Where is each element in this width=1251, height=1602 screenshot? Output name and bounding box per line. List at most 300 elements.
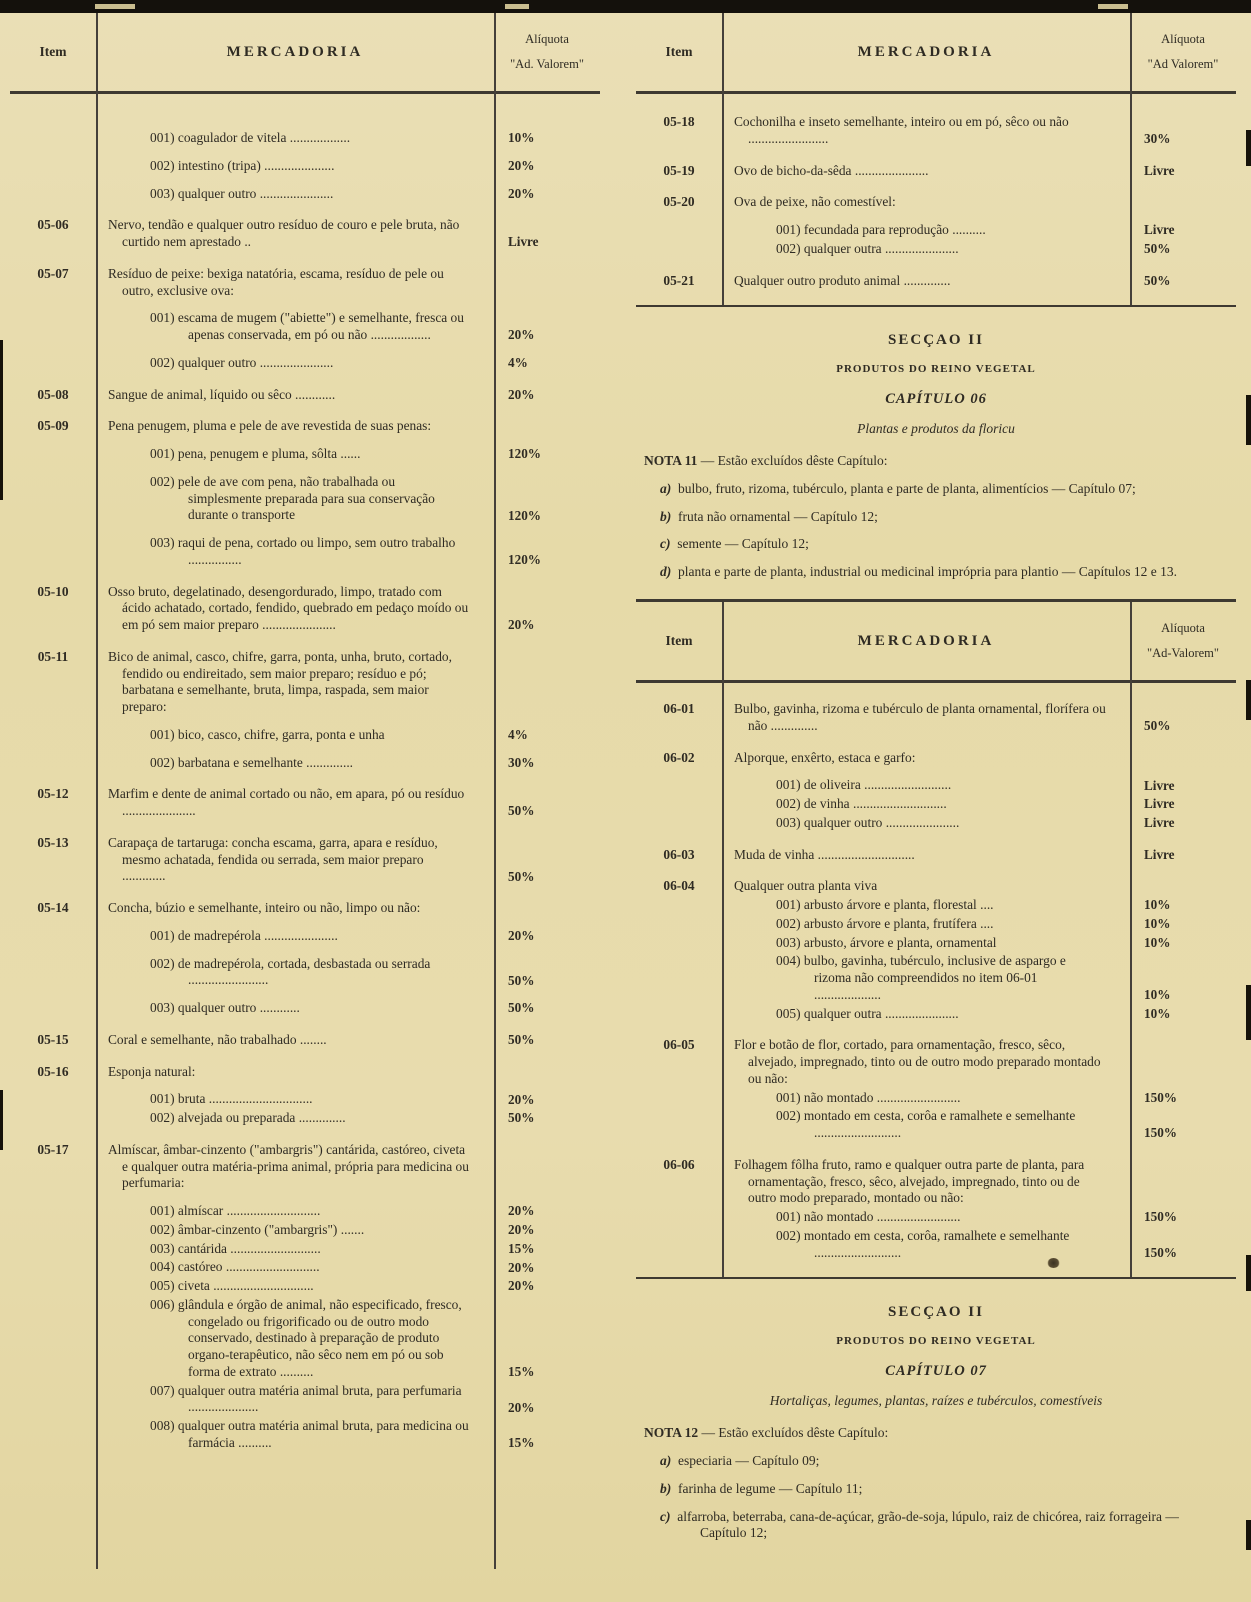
item-code: 05-07 [37, 265, 69, 281]
nota-item-letter: d) [660, 564, 672, 580]
mercadoria-description: 001) bruta ............................... [150, 1091, 313, 1107]
item-code: 06-01 [663, 701, 695, 717]
nota-item: b) fruta não ornamental — Capítulo 12; [660, 508, 878, 524]
table-row [636, 701, 1236, 735]
aliquota-value [494, 266, 600, 300]
mercadoria-description: 001) almíscar ............................ [150, 1203, 321, 1218]
item-code [10, 310, 96, 344]
aliquota-value: 50% [508, 1032, 535, 1047]
item-code [10, 535, 96, 569]
mercadoria-description: 002) montado em cesta, corôa e ramalhete e semelhante .......................... [776, 1108, 1076, 1141]
aliquota-value [494, 649, 600, 716]
scan-artifact [95, 4, 135, 9]
aliquota-value: 120% [508, 507, 541, 523]
aliquota-value: 20% [508, 1203, 535, 1219]
header-aliquota [494, 32, 600, 72]
mercadoria-description: 002) intestino (tripa) ..................... [150, 157, 335, 173]
nota-text: — Estão excluídos dêste Capítulo: [701, 1424, 889, 1440]
table-row [10, 355, 600, 372]
aliquota-value: 50% [508, 1110, 535, 1126]
nota-item: d) planta e parte de planta, industrial ou medicinal imprópria para plantio — Capítulos 12 e 13. [660, 564, 1177, 580]
aliquota-value: Livre [1144, 777, 1175, 793]
nota-item-letter: b) [660, 508, 672, 524]
item-code [10, 1000, 96, 1017]
mercadoria-description: 002) alvejada ou preparada .............. [150, 1110, 346, 1125]
item-code [636, 1209, 722, 1226]
column-rule [1130, 13, 1132, 305]
mercadoria-description: Marfim e dente de animal cortado ou não, em apara, pó ou resíduo ...................... [108, 786, 465, 818]
scan-artifact [1246, 395, 1251, 445]
header-aliquota-line2: "Ad-Valorem" [1147, 646, 1219, 661]
nota-item-letter: c) [660, 1508, 671, 1524]
mercadoria-description: 006) glândula e órgão de animal, não especificado, fresco, congelado ou frigorificado ou de outro modo conservado, destinado à preparação de produto organo-terapêutico, não sêco nem em pó ou sob forma de extrato .......... [150, 1296, 462, 1379]
item-code [10, 956, 96, 990]
item-code [10, 1418, 96, 1452]
aliquota-value [1130, 878, 1236, 895]
table-row [636, 935, 1236, 952]
header-aliquota [1130, 32, 1236, 72]
mercadoria-description: 002) de vinha ............................ [776, 796, 947, 812]
table-row [636, 847, 1236, 864]
item-code [10, 1297, 96, 1381]
aliquota-value: 50% [1144, 241, 1171, 256]
aliquota-value: Livre [1144, 222, 1175, 238]
nota-line [644, 1425, 1228, 1442]
item-code [10, 928, 96, 945]
aliquota-value: 50% [508, 972, 535, 988]
section-subtitle: PRODUTOS DO REINO VEGETAL [836, 363, 1036, 375]
mercadoria-description: 002) arbusto árvore e planta, frutífera .... [776, 915, 994, 931]
mercadoria-description: Qualquer outro produto animal .............. [734, 272, 951, 288]
item-code [636, 241, 722, 258]
aliquota-value: 20% [508, 617, 535, 633]
scan-artifact [1246, 1520, 1251, 1550]
scan-artifact [1246, 985, 1251, 1040]
table-row [10, 217, 600, 251]
aliquota-value: 10% [508, 130, 535, 146]
table-row [636, 241, 1236, 258]
nota-label: NOTA 12 [644, 1424, 699, 1440]
table-row [10, 835, 600, 885]
table-row [636, 1090, 1236, 1107]
mercadoria-description: 002) de madrepérola, cortada, desbastada ou serrada ........................ [150, 955, 431, 988]
aliquota-value: 10% [1144, 1005, 1171, 1021]
mercadoria-description: Folhagem fôlha fruto, ramo e qualquer outra parte de planta, para ornamentação, fresco, sêco, alvejado, impregnado, tinto ou de outro modo preparado, montado ou não: [734, 1156, 1085, 1206]
mercadoria-description: Esponja natural: [108, 1063, 196, 1079]
item-code: 05-21 [663, 272, 695, 288]
item-code [10, 1383, 96, 1417]
table-row [10, 418, 600, 435]
table-row [636, 1108, 1236, 1142]
scan-artifact [0, 1090, 3, 1150]
header-item: Item [665, 44, 693, 59]
table-row [10, 310, 600, 344]
item-code: 06-04 [663, 878, 695, 894]
mercadoria-description: 008) qualquer outra matéria animal bruta, para medicina ou farmácia .......... [150, 1418, 469, 1450]
table-row [10, 956, 600, 990]
aliquota-value: 20% [508, 1091, 535, 1107]
item-code [10, 1259, 96, 1276]
mercadoria-description: 003) arbusto, árvore e planta, ornamental [776, 934, 997, 950]
column-rule [96, 13, 98, 1569]
table-row [10, 266, 600, 300]
nota-item: a) bulbo, fruto, rizoma, tubérculo, planta e parte de planta, alimentícios — Capítulo 07; [660, 480, 1136, 496]
nota-item-letter: a) [660, 1452, 672, 1468]
table-row [10, 1259, 600, 1276]
aliquota-value [494, 900, 600, 917]
aliquota-value: 150% [1144, 1209, 1177, 1225]
mercadoria-description: 001) bico, casco, chifre, garra, ponta e unha [150, 726, 385, 742]
scan-artifact [1098, 4, 1128, 9]
item-code [10, 158, 96, 175]
nota-items [644, 481, 1228, 582]
aliquota-value: 30% [508, 754, 535, 770]
column-rule [1130, 602, 1132, 1277]
aliquota-value: 20% [508, 386, 535, 402]
mercadoria-description: 002) pele de ave com pena, não trabalhada ou simplesmente preparada para sua conservação durante o transporte [150, 473, 435, 523]
table-row [636, 163, 1236, 180]
table-row [10, 727, 600, 744]
aliquota-value: 50% [508, 1000, 535, 1016]
table-row [636, 897, 1236, 914]
nota-item-letter: a) [660, 480, 672, 496]
aliquota-value: 20% [508, 1259, 535, 1275]
table-row [10, 535, 600, 569]
mercadoria-description: 001) de oliveira .......................... [776, 777, 952, 793]
header-aliquota-line1: Alíquota [1161, 621, 1205, 636]
item-code: 05-08 [37, 386, 69, 402]
mercadoria-description: Bico de animal, casco, chifre, garra, ponta, unha, bruto, cortado, fendido ou endireitado, sem maior preparo; resíduo e pó; barbatana e semelhante, bruta, limpa, raspada, sem maior preparo: [108, 648, 452, 714]
item-code [10, 755, 96, 772]
chapter-title: CAPÍTULO 07 [885, 1362, 987, 1379]
header-item: Item [665, 633, 693, 649]
column-rule [722, 13, 724, 305]
item-code [10, 1241, 96, 1258]
table-row [10, 186, 600, 203]
table-row [10, 446, 600, 463]
aliquota-value: 10% [1144, 987, 1171, 1003]
aliquota-value: 15% [508, 1240, 535, 1256]
mercadoria-description: 001) escama de mugem ("abiette") e semelhante, fresca ou apenas conservada, em pó ou não .................. [150, 310, 464, 342]
mercadoria-description: 002) barbatana e semelhante .............. [150, 754, 354, 770]
aliquota-value [494, 1064, 600, 1081]
aliquota-value [1130, 194, 1236, 211]
aliquota-value: 20% [508, 327, 535, 343]
item-code: 05-11 [37, 648, 69, 664]
table-row [636, 222, 1236, 239]
page-edge-strip [0, 0, 1251, 13]
aliquota-value: 20% [508, 928, 535, 943]
item-code [636, 935, 722, 952]
aliquota-value: 15% [508, 1435, 535, 1450]
mercadoria-description: Ova de peixe, não comestível: [734, 194, 896, 210]
item-code [10, 1091, 96, 1108]
nota-item-letter: b) [660, 1480, 672, 1496]
scan-artifact [0, 340, 3, 500]
item-code: 05-06 [37, 217, 69, 233]
mercadoria-description: 001) não montado ......................... [776, 1089, 961, 1105]
header-mercadoria: MERCADORIA [857, 43, 995, 60]
header-aliquota-line2: "Ad. Valorem" [510, 57, 584, 71]
header-item: Item [39, 44, 67, 59]
mercadoria-description: 001) arbusto árvore e planta, florestal .... [776, 897, 994, 913]
item-code [10, 727, 96, 744]
table-row [10, 649, 600, 716]
mercadoria-description: Coral e semelhante, não trabalhado ........ [108, 1031, 327, 1047]
header-aliquota-line1: Alíquota [525, 32, 569, 46]
table-row [10, 928, 600, 945]
aliquota-value: 50% [1144, 272, 1171, 288]
table-row [10, 158, 600, 175]
table-row [10, 1142, 600, 1192]
nota-text: — Estão excluídos dêste Capítulo: [700, 452, 888, 468]
mercadoria-description: Bulbo, gavinha, rizoma e tubérculo de planta ornamental, florífera ou não .............. [734, 701, 1106, 733]
table-row [10, 1091, 600, 1108]
mercadoria-description: 007) qualquer outra matéria animal bruta, para perfumaria ..................... [150, 1382, 462, 1415]
item-code [636, 796, 722, 813]
tariff-table-right-top [636, 13, 1236, 307]
aliquota-value: 50% [1144, 718, 1171, 734]
aliquota-value [494, 418, 600, 435]
header-aliquota [1130, 621, 1236, 661]
aliquota-value: Livre [1144, 846, 1175, 862]
nota-item: b) farinha de legume — Capítulo 11; [660, 1480, 863, 1496]
aliquota-value: Livre [1144, 815, 1175, 831]
table-row [10, 1278, 600, 1295]
aliquota-value: 4% [508, 355, 528, 370]
scan-artifact [1246, 680, 1251, 720]
table-row [636, 1157, 1236, 1207]
table-row [10, 1241, 600, 1258]
section-heading-cap07 [636, 1279, 1236, 1560]
nota-items [644, 1453, 1228, 1543]
left-column [10, 13, 600, 1569]
item-code: 05-10 [37, 583, 69, 599]
table-row [636, 1209, 1236, 1226]
table-row [10, 786, 600, 820]
table-body [636, 94, 1236, 305]
mercadoria-description: Sangue de animal, líquido ou sêco ............ [108, 386, 336, 402]
table-row [10, 1383, 600, 1417]
aliquota-value: 150% [1144, 1244, 1177, 1260]
item-code [10, 446, 96, 463]
item-code [10, 186, 96, 203]
table-row [10, 1064, 600, 1081]
header-mercadoria: MERCADORIA [857, 632, 995, 649]
scan-artifact [1246, 130, 1251, 166]
item-code: 06-03 [663, 846, 695, 862]
item-code [636, 1006, 722, 1023]
mercadoria-description: Nervo, tendão e qualquer outro resíduo de couro e pele bruta, não curtido nem aprestado .. [108, 217, 460, 249]
item-code [10, 1278, 96, 1295]
mercadoria-description: Muda de vinha ............................. [734, 846, 915, 862]
item-code [636, 1228, 722, 1262]
table-row [10, 1032, 600, 1049]
section-title: SECÇAO II [888, 1304, 984, 1321]
item-code [10, 1203, 96, 1220]
table-row [636, 777, 1236, 794]
table-row [10, 584, 600, 634]
mercadoria-description: Alporque, enxêrto, estaca e garfo: [734, 749, 916, 765]
aliquota-value: 10% [1144, 897, 1171, 913]
item-code: 05-09 [37, 418, 69, 434]
mercadoria-description: 002) montado em cesta, corôa, ramalhete e semelhante .......................... [776, 1227, 1070, 1260]
chapter-description: Plantas e produtos da floricu [857, 420, 1015, 436]
aliquota-value: 120% [508, 446, 541, 462]
tariff-table-left [10, 13, 600, 1569]
mercadoria-description: 002) âmbar-cinzento ("ambargris") ....... [150, 1221, 365, 1237]
mercadoria-description: 001) de madrepérola ...................... [150, 927, 338, 943]
aliquota-value: 20% [508, 1278, 535, 1294]
item-code: 05-20 [663, 194, 695, 210]
table-body [10, 94, 600, 1482]
table-row [10, 387, 600, 404]
aliquota-value [1130, 1157, 1236, 1207]
mercadoria-description: 001) não montado ......................... [776, 1209, 961, 1225]
chapter-description: Hortaliças, legumes, plantas, raízes e tubérculos, comestíveis [769, 1393, 1103, 1408]
table-row [636, 796, 1236, 813]
mercadoria-description: 001) coagulador de vitela .................. [150, 130, 351, 145]
item-code [10, 474, 96, 524]
aliquota-value: 50% [508, 803, 535, 819]
item-code [10, 130, 96, 147]
item-code [636, 916, 722, 933]
item-code: 05-13 [37, 834, 69, 850]
item-code [10, 1110, 96, 1127]
column-rule [494, 13, 496, 1569]
item-code: 06-02 [663, 749, 695, 765]
aliquota-value: 20% [508, 158, 535, 173]
item-code: 05-16 [37, 1063, 69, 1079]
item-code: 05-19 [663, 162, 695, 178]
item-code [636, 1090, 722, 1107]
mercadoria-description: 003) qualquer outro ............ [150, 1000, 300, 1015]
item-code [636, 222, 722, 239]
aliquota-value: 15% [508, 1364, 535, 1379]
mercadoria-description: 005) qualquer outra ...................... [776, 1005, 959, 1021]
table-header [636, 602, 1236, 683]
item-code: 05-18 [663, 114, 695, 129]
mercadoria-description: 003) qualquer outro ...................... [150, 185, 334, 201]
column-rule [722, 602, 724, 1277]
table-row [10, 1418, 600, 1452]
nota-item: c) alfarroba, beterraba, cana-de-açúcar, grão-de-soja, lúpulo, raiz de chicórea, raiz forrageira — Capítulo 12; [660, 1508, 1179, 1541]
tariff-table-right-mid [636, 599, 1236, 1279]
item-code [636, 815, 722, 832]
aliquota-value: 4% [508, 727, 528, 742]
item-code: 06-05 [663, 1037, 695, 1053]
mercadoria-description: Almíscar, âmbar-cinzento ("ambargris") cantárida, castóreo, civeta e qualquer outra matéria-prima animal, própria para medicina ou perfumaria: [108, 1141, 469, 1191]
mercadoria-description: 004) castóreo ............................ [150, 1259, 320, 1275]
table-row [10, 1222, 600, 1239]
item-code: 05-14 [37, 900, 69, 915]
mercadoria-description: 005) civeta .............................. [150, 1278, 314, 1293]
table-row [636, 815, 1236, 832]
table-row [10, 1297, 600, 1381]
section-title: SECÇAO II [888, 332, 984, 349]
aliquota-value: 30% [1144, 131, 1171, 146]
aliquota-value: Livre [508, 234, 539, 250]
table-row [10, 1203, 600, 1220]
nota-label: NOTA 11 [644, 452, 698, 468]
aliquota-value: 10% [1144, 934, 1171, 950]
mercadoria-description: Ovo de bicho-da-sêda ...................... [734, 162, 929, 178]
table-row [636, 916, 1236, 933]
aliquota-value [1130, 1037, 1236, 1087]
nota-line [644, 453, 1228, 470]
table-header [10, 13, 600, 94]
aliquota-value: 150% [1144, 1125, 1177, 1141]
chapter-title: CAPÍTULO 06 [885, 390, 987, 407]
item-code: 06-06 [663, 1156, 695, 1172]
mercadoria-description: 001) fecundada para reprodução .......... [776, 222, 986, 237]
table-row [10, 1110, 600, 1127]
right-column [636, 13, 1236, 1569]
table-row [636, 878, 1236, 895]
mercadoria-description: Resíduo de peixe: bexiga natatória, escama, resíduo de pele ou outro, exclusive ova: [108, 265, 444, 298]
aliquota-value: 20% [508, 1222, 535, 1237]
table-row [10, 755, 600, 772]
mercadoria-description: Qualquer outra planta viva [734, 878, 878, 894]
mercadoria-description: Flor e botão de flor, cortado, para ornamentação, fresco, sêco, alvejado, impregnado, tinto ou de outro modo preparado montado ou não: [734, 1037, 1101, 1086]
mercadoria-description: Carapaça de tartaruga: concha escama, garra, apara e resíduo, mesmo achatada, fendida ou serrada, sem maior preparo ............. [108, 834, 438, 884]
table-row [636, 953, 1236, 1003]
header-mercadoria: MERCADORIA [226, 43, 364, 60]
aliquota-value [1130, 750, 1236, 767]
aliquota-value: Livre [1144, 162, 1175, 178]
aliquota-value: 20% [508, 185, 535, 201]
mercadoria-description: 003) qualquer outro ...................... [776, 814, 960, 830]
nota-item: c) semente — Capítulo 12; [660, 536, 809, 552]
table-row [636, 1228, 1236, 1262]
mercadoria-description: Pena penugem, pluma e pele de ave revestida de suas penas: [108, 418, 432, 434]
scan-artifact [505, 4, 529, 9]
table-row [636, 1006, 1236, 1023]
table-row [636, 114, 1236, 148]
header-aliquota-line1: Alíquota [1161, 32, 1205, 46]
item-code: 05-15 [37, 1031, 69, 1047]
aliquota-value: 150% [1144, 1089, 1177, 1105]
aliquota-value: 120% [508, 552, 541, 567]
item-code [636, 777, 722, 794]
table-row [636, 194, 1236, 211]
item-code [10, 355, 96, 372]
item-code [636, 1108, 722, 1142]
aliquota-value: 10% [1144, 916, 1171, 932]
scan-artifact [1246, 1255, 1251, 1291]
item-code [10, 1222, 96, 1239]
aliquota-value: 50% [508, 868, 535, 884]
table-row [636, 273, 1236, 290]
mercadoria-description: Concha, búzio e semelhante, inteiro ou não, limpo ou não: [108, 900, 421, 915]
table-row [10, 900, 600, 917]
table-header [636, 13, 1236, 94]
nota-item: a) especiaria — Capítulo 09; [660, 1452, 820, 1468]
item-code: 05-17 [37, 1141, 69, 1157]
mercadoria-description: 003) raqui de pena, cortado ou limpo, sem outro trabalho ................ [150, 535, 456, 567]
item-code [636, 897, 722, 914]
mercadoria-description: 002) qualquer outra ...................... [776, 240, 959, 256]
table-body [636, 683, 1236, 1277]
aliquota-value [494, 1142, 600, 1192]
aliquota-value: 20% [508, 1399, 535, 1415]
mercadoria-description: 003) cantárida ........................... [150, 1240, 321, 1256]
section-heading-cap06 [636, 307, 1236, 599]
mercadoria-description: Osso bruto, degelatinado, desengordurado, limpo, tratado com ácido achatado, cortado, fendido, quebrado em pedaço moído ou em pó sem maior preparo ...................... [108, 583, 469, 632]
item-code [636, 953, 722, 1003]
section-subtitle: PRODUTOS DO REINO VEGETAL [836, 1335, 1036, 1348]
mercadoria-description: 004) bulbo, gavinha, tubérculo, inclusive de aspargo e rizoma não compreendidos no item 06-01 .................... [776, 953, 1066, 1002]
